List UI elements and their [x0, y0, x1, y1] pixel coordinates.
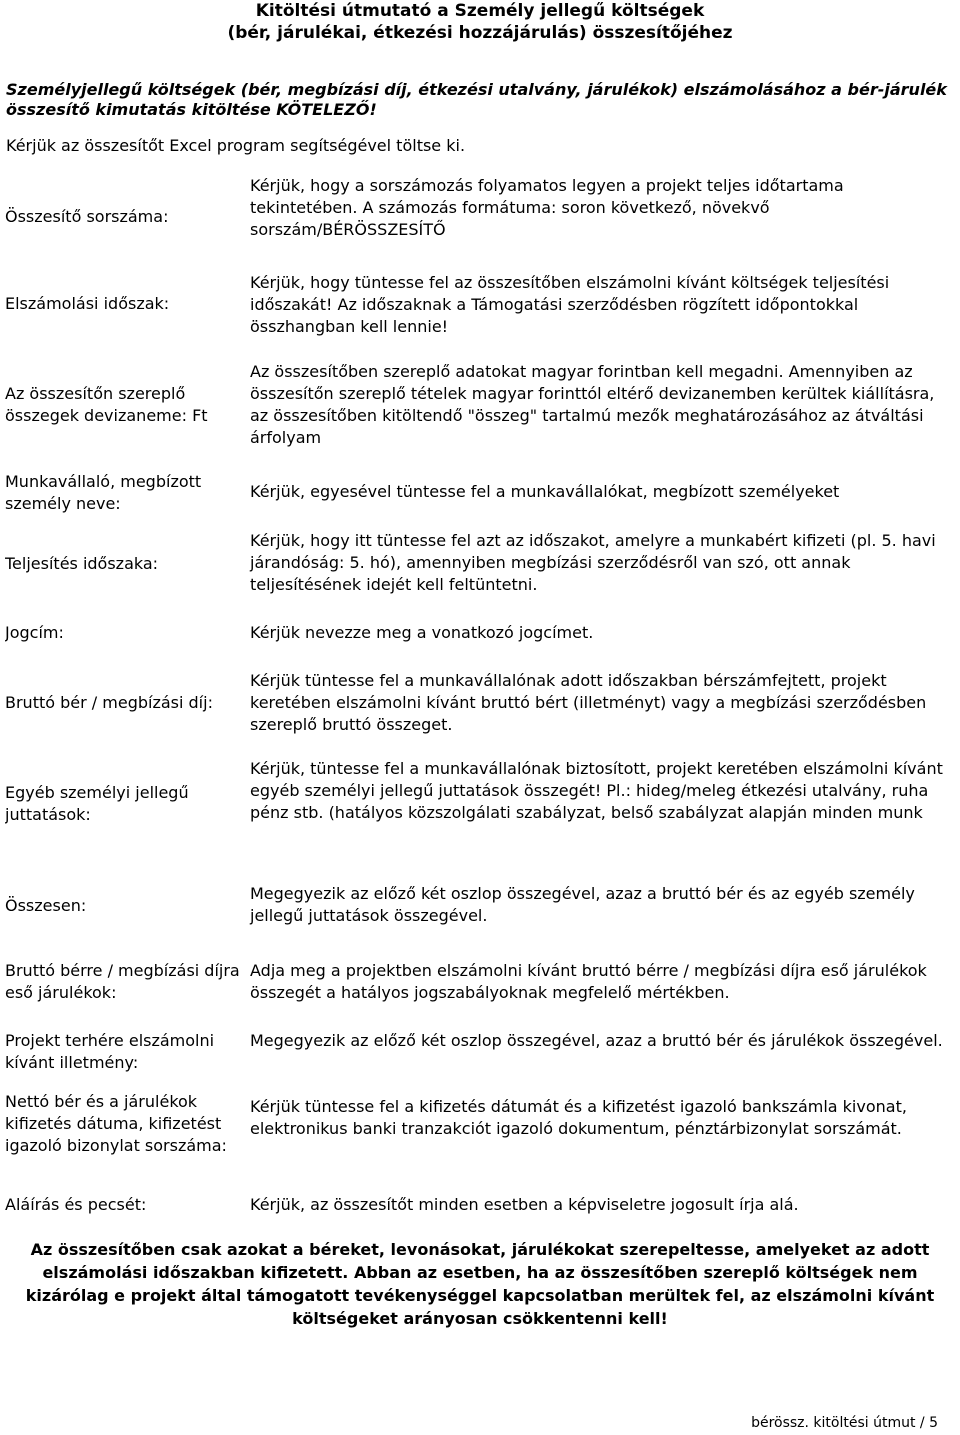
desc-performance-period: Kérjük, hogy itt tüntesse fel azt az időszakot, amelyre a munkabért kifizeti (pl. 5. havi járandóság: 5. hó), amennyiben megbízási szerződésről van szó, ott annak teljesítésének idejét kell feltüntetni. [250, 531, 936, 594]
label-other-benefits: Egyéb személyi jellegű juttatások: [5, 783, 189, 824]
desc-employee-name: Kérjük, egyesével tüntesse fel a munkavállalókat, megbízott személyeket [250, 482, 840, 501]
desc-summary-number: Kérjük, hogy a sorszámozás folyamatos legyen a projekt teljes időtartama tekintetében. A számozás formátuma: soron következő, növekvő sorszám/BÉRÖSSZESÍTŐ [250, 176, 844, 239]
label-signature: Aláírás és pecsét: [5, 1195, 147, 1214]
label-contributions: Bruttó bérre / megbízási díjra eső járulékok: [5, 961, 240, 1002]
label-performance-period: Teljesítés időszaka: [5, 554, 159, 573]
excel-note: Kérjük az összesítőt Excel program segítségével töltse ki. [6, 136, 466, 155]
label-project-salary: Projekt terhére elszámolni kívánt illetmény: [5, 1031, 215, 1072]
closing-notice: Az összesítőben csak azokat a béreket, levonásokat, járulékokat szerepeltesse, amelyeket az adott elszámolási időszakban kifizetett. Abban az esetben, ha az összesítőben szereplő költségek nem kizárólag e projekt által támogatott tevékenységgel kapcsolatban merültek fel, az elszámolni kívánt költségeket arányosan csökkentenni kell! [25, 1240, 935, 1328]
desc-signature: Kérjük, az összesítőt minden esetben a képviseletre jogosult írja alá. [250, 1195, 799, 1214]
desc-total: Megegyezik az előző két oszlop összegével, azaz a bruttó bér és az egyéb személy jellegű juttatások összegével. [250, 884, 915, 925]
label-total: Összesen: [5, 896, 87, 915]
title-line-1: Kitöltési útmutató a Személy jellegű költségek [255, 1, 705, 21]
desc-payment-date: Kérjük tüntesse fel a kifizetés dátumát és a kifizetést igazoló bankszámla kivonat, elektronikus banki tranzakciót igazoló dokumentum, pénztárbizonylat sorszámát. [250, 1097, 907, 1138]
desc-accounting-period: Kérjük, hogy tüntesse fel az összesítőben elszámolni kívánt költségek teljesítési időszakát! Az időszaknak a Támogatási szerződésben rögzített időpontokkal összhangban kell lennie! [250, 273, 890, 336]
label-summary-number: Összesítő sorszáma: [5, 207, 169, 226]
label-employee-name: Munkavállaló, megbízott személy neve: [5, 472, 202, 513]
page-footer: bérössz. kitöltési útmut / 5 [751, 1415, 938, 1431]
desc-legal-title: Kérjük nevezze meg a vonatkozó jogcímet. [250, 623, 594, 642]
desc-currency: Az összesítőben szereplő adatokat magyar forintban kell megadni. Amennyiben az összesítőn szereplő tételek magyar forinttól eltérő devizanemben kerültek kiállításra, az összesítőben kitöltendő "összeg" tartalmú mezők meghatározásához az átváltási árfolyam [250, 362, 935, 447]
title-line-2: (bér, járulékai, étkezési hozzájárulás) összesítőjéhez [227, 23, 733, 43]
label-currency: Az összesítőn szereplő összegek devizaneme: Ft [5, 384, 208, 425]
desc-project-salary: Megegyezik az előző két oszlop összegével, azaz a bruttó bér és járulékok összegével. [250, 1031, 943, 1050]
label-legal-title: Jogcím: [5, 623, 64, 642]
mandatory-notice: Személyjellegű költségek (bér, megbízási díj, étkezési utalvány, járulékok) elszámolásához a bér-járulék összesítő kimutatás kitöltése KÖTELEZŐ! [6, 80, 947, 119]
label-payment-date: Nettó bér és a járulékok kifizetés dátuma, kifizetést igazoló bizonylat sorszáma: [5, 1092, 227, 1155]
desc-other-benefits: Kérjük, tüntesse fel a munkavállalónak biztosított, projekt keretében elszámolni kívánt egyéb személyi jellegű juttatások összegét! Pl.: hideg/meleg étkezési utalvány, ruha pénz stb. (hatályos közszolgálati szabályzat, belső szabályzat alapján minden munk [250, 759, 943, 822]
desc-gross-wage: Kérjük tüntesse fel a munkavállalónak adott időszakban bérszámfejtett, projekt keretében elszámolni kívánt bruttó bért (illetményt) vagy a megbízási szerződésben szereplő bruttó összeget. [250, 671, 927, 734]
label-gross-wage: Bruttó bér / megbízási díj: [5, 693, 213, 712]
label-accounting-period: Elszámolási időszak: [5, 294, 170, 313]
desc-contributions: Adja meg a projektben elszámolni kívánt bruttó bérre / megbízási díjra eső járulékok összegét a hatályos jogszabályoknak megfelelő mértékben. [250, 961, 927, 1002]
